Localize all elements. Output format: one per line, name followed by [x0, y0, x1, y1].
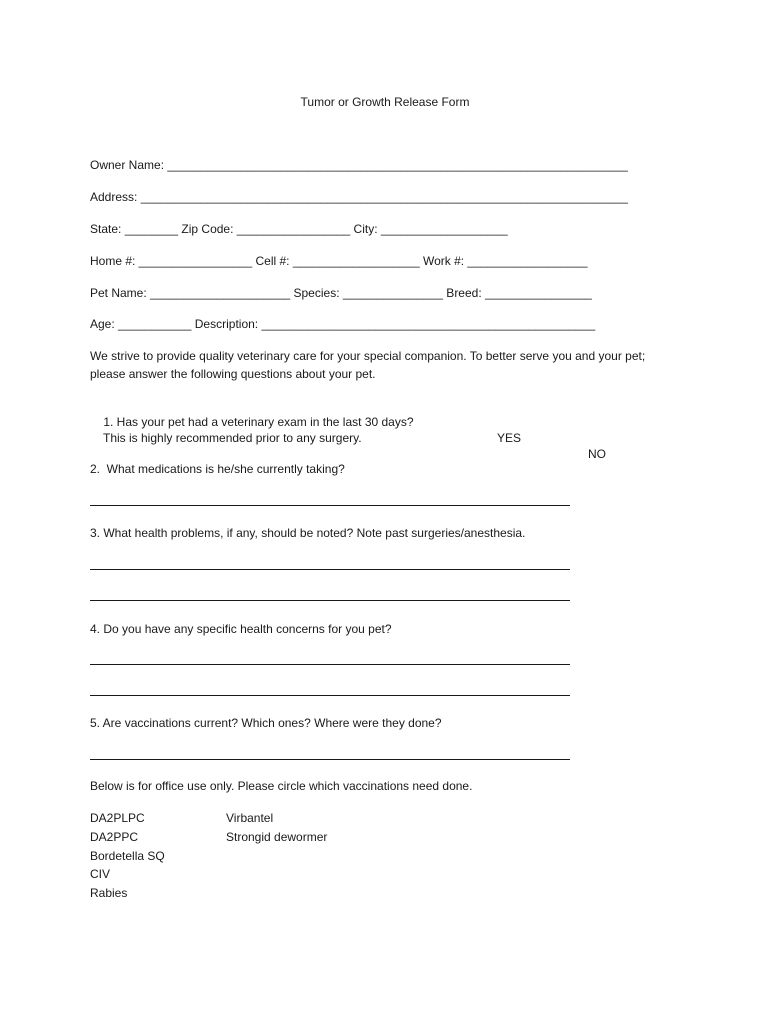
question-3-answer-line-1[interactable]: [90, 569, 570, 570]
question-5-answer-line[interactable]: [90, 759, 570, 760]
state-zip-city-field[interactable]: State: ________ Zip Code: _________________ City: ___________________: [90, 222, 508, 236]
question-4-text: 4. Do you have any specific health concerns for you pet?: [90, 622, 392, 636]
question-1-yes-option[interactable]: YES: [497, 431, 522, 445]
question-3-text: 3. What health problems, if any, should be noted? Note past surgeries/anesthesia.: [90, 526, 526, 540]
question-1-text: 1. Has your pet had a veterinary exam in the last 30 days?: [103, 415, 414, 429]
dewormer-option[interactable]: Virbantel: [226, 811, 274, 825]
question-3-answer-line-2[interactable]: [90, 600, 570, 601]
age-description-field[interactable]: Age: ___________ Description: __________________________________________________: [90, 317, 596, 331]
intro-paragraph: We strive to provide quality veterinary care for your special companion. To better serve you and your pet; please answer the following questions about your pet.: [90, 349, 646, 381]
phone-numbers-field[interactable]: Home #: _________________ Cell #: ___________________ Work #: __________________: [90, 254, 588, 268]
form-title: Tumor or Growth Release Form: [300, 95, 470, 109]
question-5-text: 5. Are vaccinations current? Which ones? Where were they done?: [90, 716, 442, 730]
office-use-instruction: Below is for office use only. Please circle which vaccinations need done.: [90, 779, 473, 793]
vaccine-option[interactable]: Bordetella SQ: [90, 849, 165, 863]
vaccine-option[interactable]: Rabies: [90, 886, 128, 900]
address-field[interactable]: Address: _________________________________________________________________________: [90, 190, 628, 204]
dewormer-option[interactable]: Strongid dewormer: [226, 830, 328, 844]
question-2-answer-line[interactable]: [90, 505, 570, 506]
question-1-note: This is highly recommended prior to any surgery.: [103, 431, 362, 445]
vaccine-option[interactable]: DA2PPC: [90, 830, 139, 844]
vaccine-option[interactable]: DA2PLPC: [90, 811, 145, 825]
pet-species-breed-field[interactable]: Pet Name: _____________________ Species: _______________ Breed: ________________: [90, 286, 592, 300]
question-1-no-option[interactable]: NO: [588, 447, 606, 461]
vaccine-option[interactable]: CIV: [90, 867, 111, 881]
question-4-answer-line-1[interactable]: [90, 664, 570, 665]
question-4-answer-line-2[interactable]: [90, 695, 570, 696]
owner-name-field[interactable]: Owner Name: _____________________________________________________________________: [90, 158, 628, 172]
question-2-text: 2. What medications is he/she currently taking?: [90, 462, 345, 476]
